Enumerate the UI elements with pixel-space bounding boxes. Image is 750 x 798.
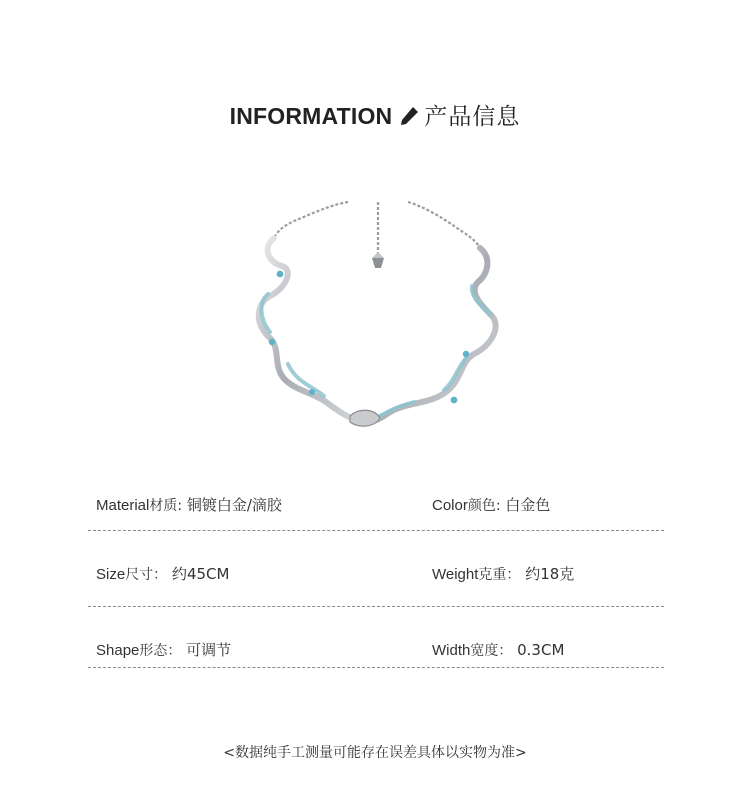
spec-size — [96, 562, 229, 587]
spec-label-zh: 克重： — [478, 567, 521, 583]
measurement-note: <数据纯手工测量可能存在误差具体以实物为准> — [223, 745, 527, 761]
spec-shape — [96, 638, 231, 663]
spec-value: 白金色 — [505, 496, 551, 514]
spec-row-3 — [96, 638, 664, 662]
pendant-icon — [372, 252, 384, 268]
spec-label-en: Material — [96, 497, 150, 514]
spec-label-zh: 材质: — [149, 498, 183, 514]
spec-row-1 — [96, 493, 664, 517]
pen-icon — [398, 105, 420, 127]
spec-color — [432, 493, 550, 518]
divider — [88, 667, 664, 668]
spec-label-zh: 尺寸： — [125, 567, 168, 583]
title-en: INFORMATION — [229, 103, 393, 129]
spec-value: 0.3CM — [517, 641, 565, 659]
spec-value: 铜镀白金/滴胶 — [186, 496, 282, 514]
spec-material — [96, 493, 282, 518]
spec-label-en: Width — [432, 642, 471, 659]
spec-label-zh: 宽度： — [470, 643, 513, 659]
info-title — [0, 100, 750, 133]
necklace-image — [240, 196, 510, 452]
spec-label-zh: 形态： — [139, 643, 182, 659]
spec-label-zh: 颜色: — [467, 498, 501, 514]
spec-value: 约45CM — [171, 565, 230, 583]
divider — [88, 606, 664, 607]
spec-label-en: Shape — [96, 642, 140, 659]
spec-label-en: Weight — [432, 566, 479, 583]
spec-label-en: Size — [96, 566, 126, 583]
spec-value: 约18克 — [525, 565, 575, 583]
divider — [88, 530, 664, 531]
title-zh: 产品信息 — [424, 104, 521, 130]
spec-label-en: Color — [432, 497, 468, 514]
spec-width — [432, 638, 564, 663]
spec-row-2 — [96, 562, 664, 586]
spec-weight — [432, 562, 574, 587]
spec-value: 可调节 — [186, 641, 232, 659]
